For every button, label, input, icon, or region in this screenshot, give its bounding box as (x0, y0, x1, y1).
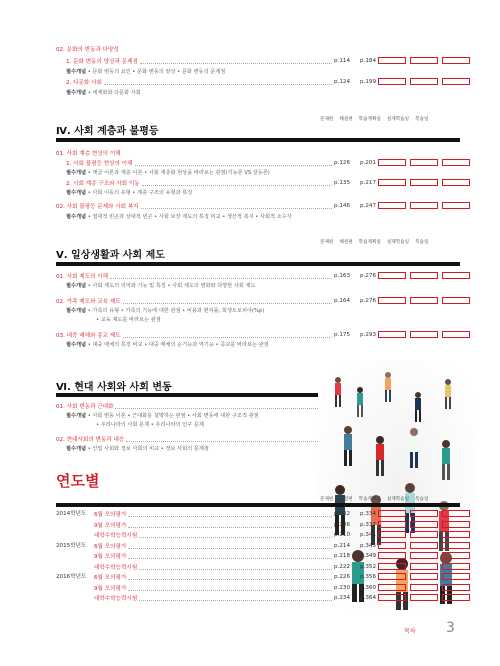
key-concepts-cont: • 우리나라의 사회 문제 • 우리나라의 인구 문제 (96, 422, 204, 428)
leader-dots (110, 273, 332, 279)
study-checkboxes[interactable] (378, 159, 470, 166)
problem-page: p.163 (334, 273, 351, 279)
problem-page: p.230 (334, 584, 351, 591)
toc-row[interactable] (94, 551, 384, 561)
heading-label: 02. 문화의 변동과 다양성 (56, 47, 119, 53)
problem-page: p.202 (334, 511, 351, 517)
key-concepts: 필수개념 • 사회 이동의 유형 • 계층 구조의 유형과 특징 (66, 190, 193, 196)
leader-dots (128, 543, 332, 549)
row-label: 6월 모의평가 (94, 512, 127, 518)
row-label: 01. 사회 제도의 이해 (56, 274, 109, 280)
problem-page: p.234 (334, 595, 351, 601)
problem-page: p.124 (334, 79, 351, 85)
row-label: 대학수학능력시험 (94, 564, 138, 571)
study-checkboxes[interactable] (378, 331, 470, 338)
answer-page: p.341 (360, 532, 377, 538)
problem-page: p.175 (334, 332, 351, 338)
study-checkboxes[interactable] (378, 594, 470, 601)
year-label: 2015학년도 (56, 542, 87, 549)
key-concepts-cont: • 교육 제도를 바라보는 관점 (96, 317, 161, 323)
study-checkboxes[interactable] (378, 573, 470, 580)
leader-dots (128, 522, 332, 528)
leader-dots (128, 553, 332, 559)
section-bar (56, 262, 460, 266)
answer-page: p.337 (360, 521, 377, 528)
study-checkboxes[interactable] (378, 510, 470, 517)
row-label: 01. 사회 변동과 근대화 (56, 404, 114, 410)
toc-row[interactable] (94, 583, 384, 593)
toc-row[interactable] (66, 77, 384, 87)
row-label: 02. 사회 불평등 문제와 사회 복지 (56, 204, 139, 210)
key-concepts: 필수개념 • 사회 제도의 의미와 기능 및 특징 • 사회 제도의 변화와 다양한 사회 제도 (66, 283, 256, 289)
leader-dots (141, 203, 332, 209)
answer-page: p.276 (360, 298, 377, 304)
toc-row[interactable] (94, 541, 384, 551)
leader-dots (126, 436, 332, 442)
answer-page: p.364 (360, 595, 377, 601)
study-checkboxes[interactable] (378, 542, 470, 549)
column-headers: 문제편 해설편 학습계획일 실제학습일 복습일 (320, 240, 429, 245)
page-number: 3 (446, 620, 455, 636)
toc-row[interactable] (56, 201, 384, 211)
answer-page: p.201 (360, 160, 377, 166)
problem-page: p.114 (334, 58, 351, 64)
answer-page: p.293 (360, 332, 377, 338)
key-concepts: 필수개념 • 문화 변동의 요인 • 문화 변동의 양상 • 문화 변동의 문제점 (66, 69, 226, 75)
answer-page: p.356 (360, 574, 377, 580)
section-title-v: Ⅴ. 일상생활과 사회 제도 (56, 250, 165, 261)
study-checkboxes[interactable] (378, 272, 470, 279)
toc-row[interactable] (66, 56, 384, 66)
answer-page: p.349 (360, 553, 377, 559)
problem-page: p.126 (334, 160, 351, 166)
column-headers: 문제편 해설편 학습계획일 실제학습일 복습일 (320, 497, 429, 502)
study-checkboxes[interactable] (378, 521, 470, 528)
footer-label: 목차 (404, 628, 416, 635)
key-concepts: 필수개념 • 가족의 유형 • 가족의 기능에 대한 관점 • 비용과 편익률, 희생트로피아(%p) (66, 308, 265, 314)
study-checkboxes[interactable] (378, 584, 470, 591)
key-concepts: 필수개념 • 세계화와 다문화 사회 (66, 90, 141, 96)
study-checkboxes[interactable] (378, 552, 470, 559)
problem-page: p.206 (334, 521, 351, 528)
row-label: 대학수학능력시험 (94, 596, 138, 602)
leader-dots (128, 511, 332, 517)
section-title-vi: Ⅵ. 현대 사회와 사회 변동 (56, 382, 172, 393)
study-checkboxes[interactable] (378, 297, 470, 304)
leader-dots (123, 332, 332, 338)
toc-row[interactable] (56, 330, 384, 340)
key-concepts: 필수개념 • 산업 사회와 정보 사회의 비교 • 정보 사회의 문제점 (66, 446, 209, 452)
row-label: 02. 현대사회의 변동과 대응 (56, 437, 125, 443)
leader-dots (139, 564, 332, 570)
toc-row[interactable] (56, 296, 384, 306)
toc-row[interactable] (94, 530, 384, 540)
year-label: 2016학년도 (56, 574, 87, 580)
leader-dots (123, 298, 332, 304)
heading-label: 01. 사회 계층 현상의 이해 (56, 151, 121, 157)
answer-page: p.217 (360, 180, 377, 186)
study-checkboxes[interactable] (378, 78, 470, 85)
problem-page: p.164 (334, 298, 351, 304)
toc-heading-culture-change (56, 44, 119, 54)
toc-row[interactable] (66, 158, 384, 168)
key-concepts: 필수개념 • 대중 매체의 특징 비교 • 대중 매체의 순기능과 역기능 • 종교를 바라보는 관점 (66, 342, 269, 348)
toc-heading (56, 148, 121, 158)
study-checkboxes[interactable] (378, 57, 470, 64)
problem-page: p.146 (334, 203, 351, 209)
answer-page: p.199 (360, 79, 377, 85)
study-checkboxes[interactable] (378, 531, 470, 538)
section-bar (56, 503, 460, 507)
row-label: 1. 사회 불평등 현상의 이해 (66, 161, 133, 167)
problem-page: p.226 (334, 574, 351, 580)
row-label: 03. 대중 매체와 종교 제도 (56, 333, 121, 339)
row-label: 대학수학능력시험 (94, 533, 138, 539)
answer-page: p.345 (360, 542, 377, 549)
toc-row[interactable] (56, 271, 384, 281)
toc-row[interactable] (94, 509, 384, 519)
row-label: 2. 사회 계층 구조와 사회 이동 (66, 181, 140, 187)
problem-page: p.210 (334, 532, 351, 538)
key-concepts: 필수개념 • 계급 이론과 계층 이론 • 사회 계층화 현상을 바라보는 관점(기능론 VS 갈등론) (66, 170, 270, 176)
answer-page: p.352 (360, 563, 377, 570)
leader-dots (140, 58, 332, 64)
yearly-title: 연도별 (56, 472, 100, 490)
study-checkboxes[interactable] (378, 563, 470, 570)
problem-page: p.222 (334, 563, 351, 570)
answer-page: p.184 (360, 58, 377, 64)
answer-page: p.276 (360, 273, 377, 279)
study-checkboxes[interactable] (378, 202, 470, 209)
leader-dots (115, 403, 332, 409)
problem-page: p.214 (334, 542, 351, 549)
row-label: 9월 모의평가 (94, 522, 127, 529)
leader-dots (139, 595, 332, 601)
problem-page: p.135 (334, 180, 351, 186)
row-label: 9월 모의평가 (94, 585, 127, 592)
year-label: 2014학년도 (56, 511, 87, 517)
toc-row[interactable] (94, 572, 384, 582)
answer-page: p.334 (360, 511, 377, 517)
key-concepts: 필수개념 • 사회 변동 이론 • 근대화를 설명하는 관점 • 사회 변동에 대한 구조적 관점 (66, 413, 259, 419)
leader-dots (104, 79, 332, 85)
problem-page: p.218 (334, 553, 351, 559)
toc-row[interactable] (66, 178, 384, 188)
section-title-iv: Ⅳ. 사회 계층과 불평등 (56, 126, 159, 137)
leader-dots (128, 585, 332, 591)
leader-dots (142, 180, 332, 186)
row-label: 1. 문화 변동의 양상과 문제점 (66, 59, 138, 65)
leader-dots (128, 574, 332, 580)
study-checkboxes[interactable] (378, 179, 470, 186)
row-label: 6월 모의평가 (94, 543, 127, 550)
row-label: 02. 가족 제도와 교육 제도 (56, 299, 121, 305)
column-headers: 문제편 해설편 학습계획일 실제학습일 복습일 (320, 117, 429, 122)
row-label: 2. 다문화 사회 (66, 80, 102, 86)
row-label: 9월 모의평가 (94, 554, 127, 560)
section-bar (56, 138, 460, 142)
toc-row[interactable] (94, 520, 384, 530)
toc-row[interactable] (94, 593, 384, 603)
row-label: 6월 모의평가 (94, 575, 127, 581)
toc-row[interactable] (94, 562, 384, 572)
leader-dots (135, 160, 333, 166)
answer-page: p.360 (360, 584, 377, 591)
answer-page: p.247 (360, 203, 377, 209)
key-concepts: 필수개념 • 절대적 빈곤과 상대적 빈곤 • 사회 보장 제도의 특징 비교 • 생산적 복지 • 사회적 소수자 (66, 214, 292, 220)
leader-dots (139, 532, 332, 538)
